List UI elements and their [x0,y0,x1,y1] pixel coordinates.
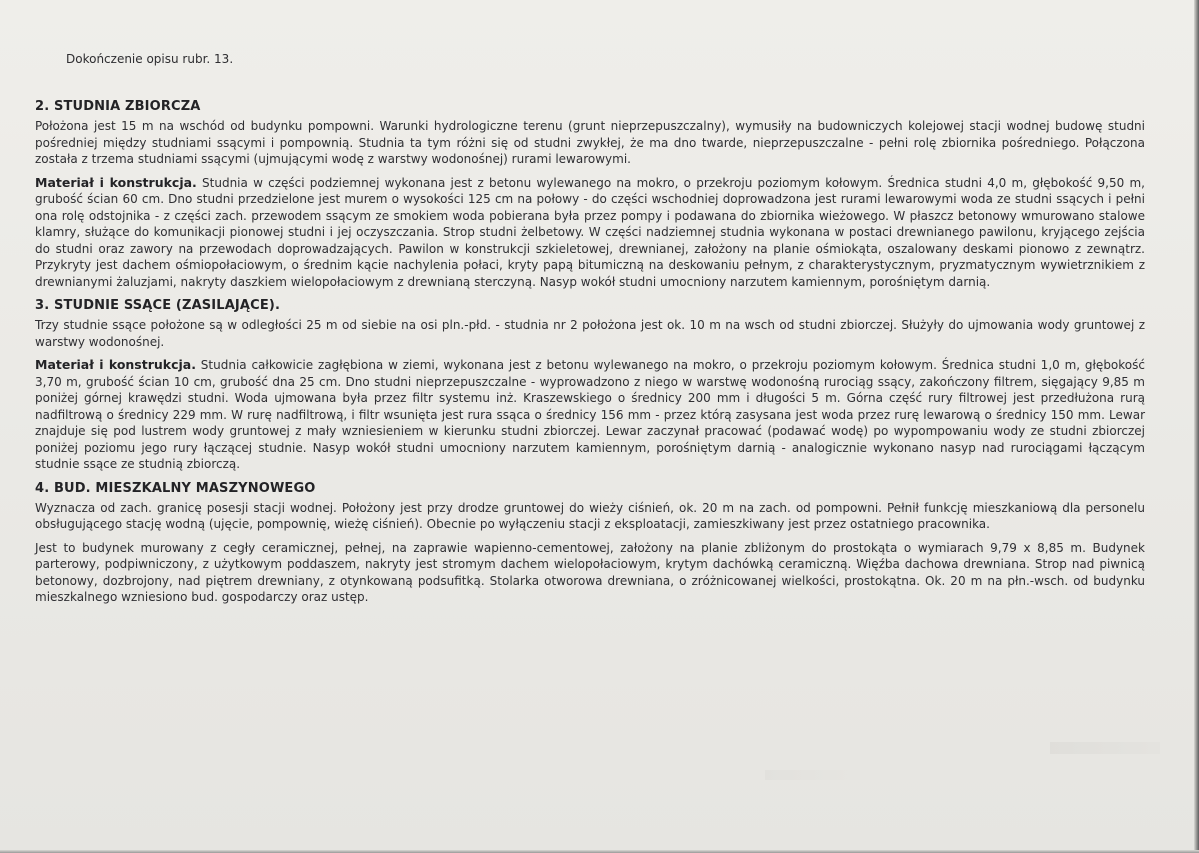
bleed-through-mark [765,770,860,780]
paragraph [35,357,1145,473]
paragraph: Położona jest 15 m na wschód od budynku pompowni. Warunki hydrologiczne terenu (grunt nieprzepuszczalny), wymusiły na budowniczych kolejowej stacji wodnej budowę studni pośredniej między studniami ssącymi i pompownią. Studnia ta tym różni się od studni zwykłej, że ma dno twarde, nieprzepuszczalne - pełni rolę zbiornika pośredniego. Połączona została z trzema studniami ssącymi (ujmującymi wodę z warstwy wodonośnej) rurami lewarowymi. [35,119,1145,166]
section-heading-studnie-ssace: 3. STUDNIE SSĄCE (ZASILAJĄCE). [35,298,281,313]
paragraph-text: Studnia w części podziemnej wykonana jest z betonu wylewanego na mokro, o przekroju poziomym kołowym. Średnica studni 4,0 m, głębokość 9,50 m, grubość ścian 60 cm. Dno studni przedzielone jest murem o wysokości 125 cm na połowy - do części wschodniej doprowadzona jest rurami lewarowymi woda ze studni ssących i pełni ona rolę odstojnika - z części zach. przewodem ssącym ze smokiem woda pobierana była przez pompy i podawana do zbiornika wieżowego. W płaszcz betonowy wmurowano stalowe klamry, służące do komunikacji pionowej studni i jej oczyszczania. Strop studni żelbetowy. W części nadziemnej studnia wykonana w postaci drewnianego pawilonu, kryjącego zejścia do studni oraz zawory na przewodach doprowadzających. Pawilon w konstrukcji szkieletowej, drewnianej, założony na planie ośmiokąta, oszalowany deskami pionowo z zewnątrz. Przykryty jest dachem ośmiopołaciowym, o średnim kącie nachylenia połaci, kryty papą bitumiczną na deskowaniu pełnym, z charakterystycznym, pryzmatycznym wywietrznikiem z drewnianymi żaluzjami, nakryty daszkiem wielopołaciowym z drewnianą sterczyną. Nasyp wokół studni umocniony narzutem kamiennym, porośniętym darnią. [35,175,1145,289]
paragraph [35,175,1145,291]
paragraph-text: Studnia całkowicie zagłębiona w ziemi, wykonana jest z betonu wylewanego na mokro, o przekroju poziomym kołowym. Średnica studni 1,0 m, głębokość 3,70 m, grubość ścian 10 cm, grubość dna 25 cm. Dno studni nieprzepuszczalne - wyprowadzono z niego w warstwę wodonośną rurociąg ssący, zakończony filtrem, sięgający 9,85 m poniżej górnej krawędzi studni. Woda ujmowana była przez filtr systemu inż. Kraszewskiego o średnicy 200 mm i długości 5 m. Górna część rury filtrowej jest przedłużona rurą nadfiltrową o średnicy 229 mm. W rurę nadfiltrową, i filtr wsunięta jest rura ssąca o średnicy 156 mm - przez którą zasysana jest woda przez rurę lewarową o średnicy 150 mm. Lewar znajduje się pod lustrem wody gruntowej z mały wzniesieniem w kierunku studni zbiorczej. Lewar zaczynał pracować (podawać wodę) po wypompowaniu wody ze studni zbiorczej poniżej poziomu jego rury łączącej studnie. Nasyp wokół studni umocniony narzutem kamiennym, porośniętym darnią - analogicznie wykonano nasyp nad rurociągami łączącym studnie ssące ze studnią zbiorczą. [35,358,1145,471]
paragraph-lead: Materiał i konstrukcja. [35,174,197,190]
paragraph: Jest to budynek murowany z cegły ceramicznej, pełnej, na zaprawie wapienno-cementowej, założony na planie zbliżonym do prostokąta o wymiarach 9,79 x 8,85 m. Budynek parterowy, podpiwniczony, z użytkowym poddaszem, nakryty jest stromym dachem wielopołaciowym, krytym dachówką ceramiczną. Więźba dachowa drewniana. Strop nad piwnicą betonowy, dozbrojony, nad piętrem drewniany, z otynkowaną podsufitką. Stolarka otworowa drewniana, o zróżnicowanej wielkości, prostokątna. Ok. 20 m na płn.-wsch. od budynku mieszkalnego wzniesiono bud. gospodarczy oraz ustęp. [35,540,1145,604]
paragraph: Trzy studnie ssące położone są w odległości 25 m od siebie na osi pln.-płd. - studnia nr 2 położona jest ok. 10 m na wsch od studni zbiorczej. Służyły do ujmowania wody gruntowej z warstwy wodonośnej. [35,318,1145,349]
bleed-through-mark [1050,742,1160,754]
continuation-note: Dokończenie opisu rubr. 13. [66,52,234,66]
section-heading-studnia-zbiorcza: 2. STUDNIA ZBIORCZA [35,99,201,114]
document-body [35,50,1145,606]
section-heading-bud-mieszkalny: 4. BUD. MIESZKALNY MASZYNOWEGO [35,480,316,496]
paragraph: Wyznacza od zach. granicę posesji stacji wodnej. Położony jest przy drodze gruntowej do wieży ciśnień, ok. 20 m na zach. od pompowni. Pełnił funkcję mieszkaniową dla personelu obsługującego stację wodną (ujęcie, pompownię, wieżę ciśnień). Obecnie po wyłączeniu stacji z eksploatacji, zamieszkiwany jest przez ostatniego pracownika. [35,500,1145,531]
page-edge-shadow [1194,0,1199,853]
paragraph-lead: Materiał i konstrukcja. [35,357,196,372]
